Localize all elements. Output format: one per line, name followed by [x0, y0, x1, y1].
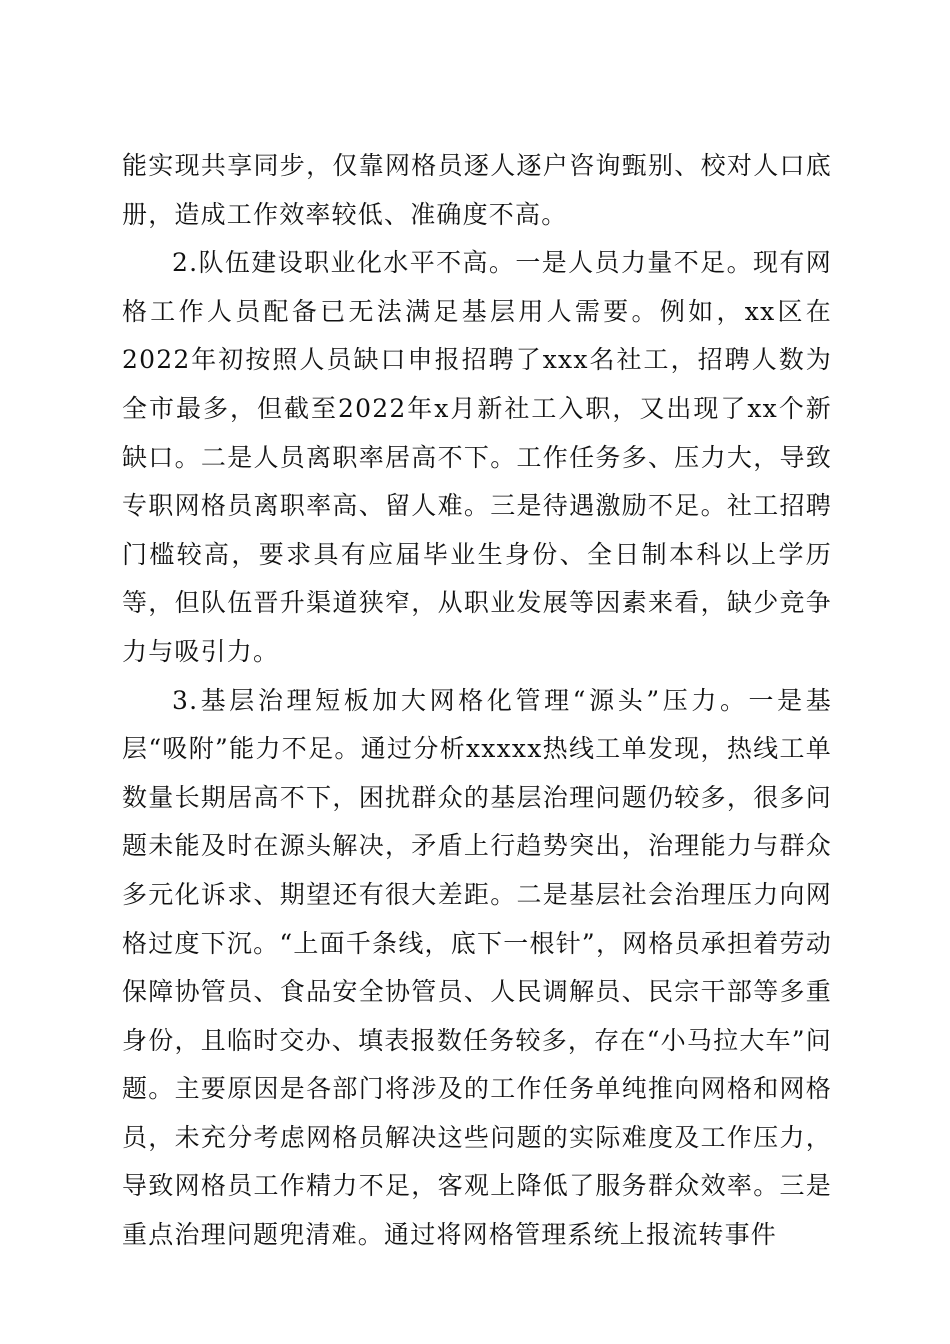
- body-text: [122, 142, 832, 1260]
- paragraph-item-3: 3.基层治理短板加大网格化管理“源头”压力。一是基层“吸附”能力不足。通过分析xxxxx热线工单发现，热线工单数量长期居高不下，困扰群众的基层治理问题仍较多，很多问题未能及时在源头解决，矛盾上行趋势突出，治理能力与群众多元化诉求、期望还有很大差距。二是基层社会治理压力向网格过度下沉。“上面千条线，底下一根针”，网格员承担着劳动保障协管员、食品安全协管员、人民调解员、民宗干部等多重身份，且临时交办、填表报数任务较多，存在“小马拉大车”问题。主要原因是各部门将涉及的工作任务单纯推向网格和网格员，未充分考虑网格员解决这些问题的实际难度及工作压力，导致网格员工作精力不足，客观上降低了服务群众效率。三是重点治理问题兜清难。通过将网格管理系统上报流转事件: [122, 685, 832, 1250]
- paragraph-item-2: 2.队伍建设职业化水平不高。一是人员力量不足。现有网格工作人员配备已无法满足基层用人需要。例如，xx区在2022年初按照人员缺口申报招聘了xxx名社工，招聘人数为全市最多，但截至2022年x月新社工入职，又出现了xx个新缺口。二是人员离职率居高不下。工作任务多、压力大，导致专职网格员离职率高、留人难。三是待遇激励不足。社工招聘门槛较高，要求具有应届毕业生身份、全日制本科以上学历等，但队伍晋升渠道狭窄，从职业发展等因素来看，缺少竞争力与吸引力。: [122, 248, 832, 666]
- paragraph-continuation: 能实现共享同步，仅靠网格员逐人逐户咨询甄别、校对人口底册，造成工作效率较低、准确度不高。: [122, 151, 832, 229]
